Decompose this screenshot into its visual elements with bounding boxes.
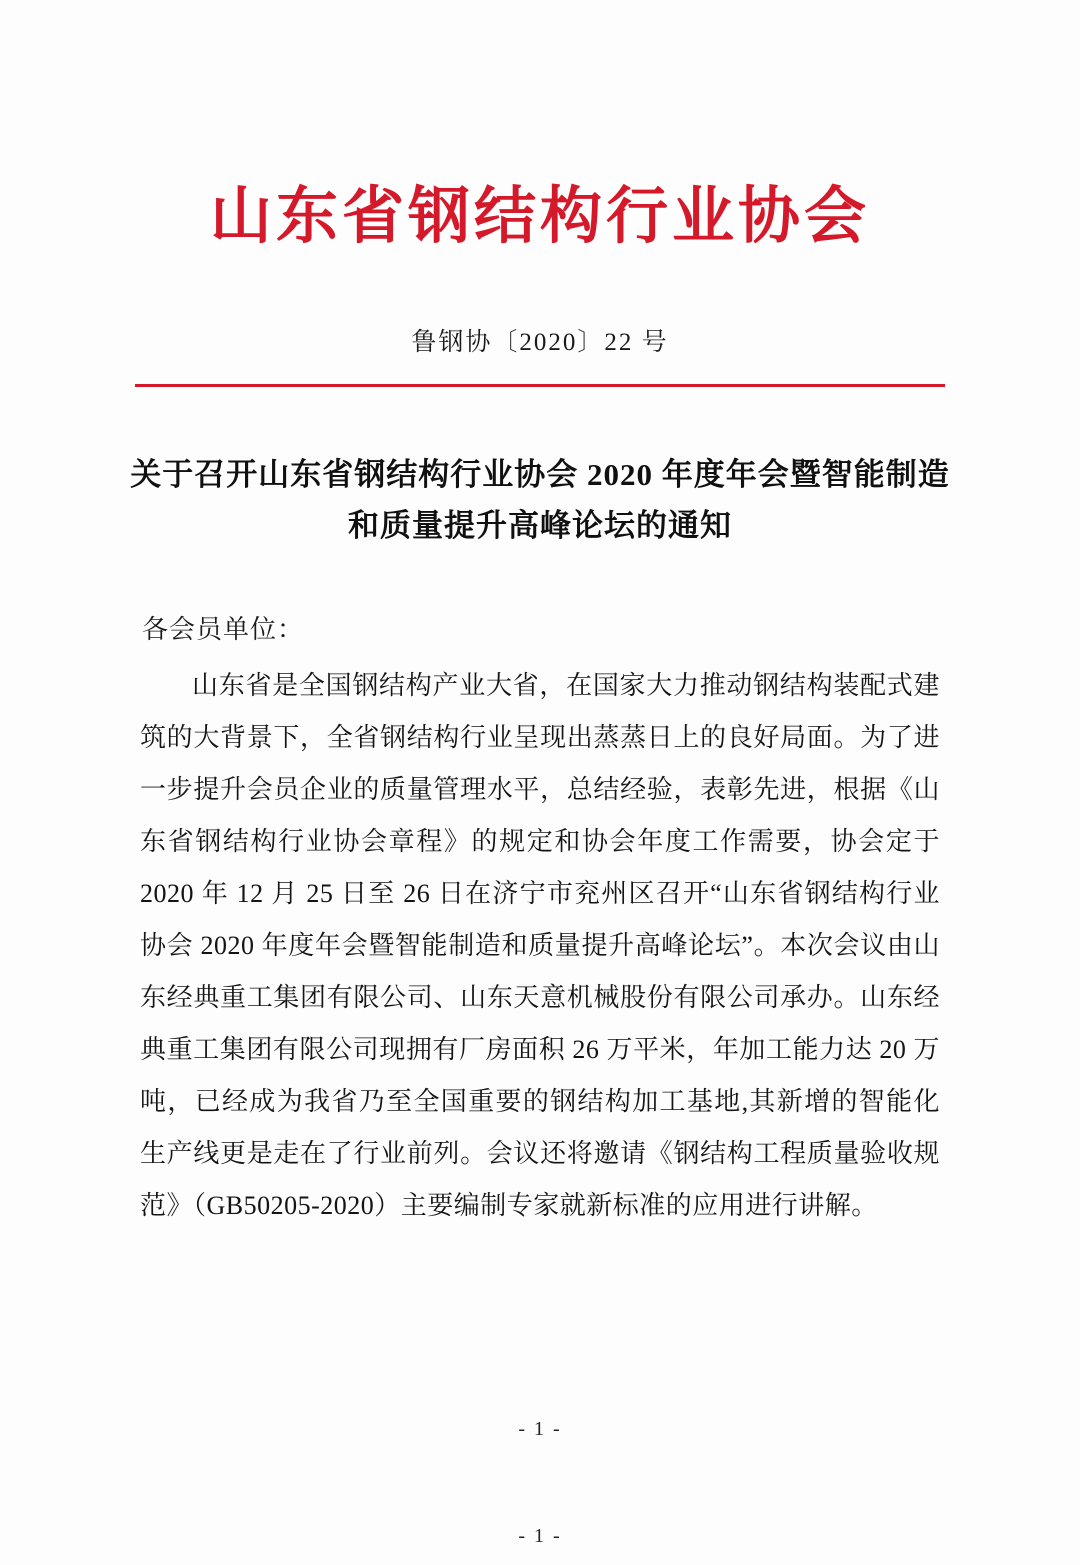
page-number-inner: - 1 - bbox=[518, 1418, 562, 1440]
document-number: 鲁钢协〔2020〕22 号 bbox=[411, 329, 669, 357]
salutation: 各会员单位： bbox=[142, 615, 305, 645]
document-header bbox=[0, 0, 1080, 250]
body-paragraph: 山东省是全国钢结构产业大省，在国家大力推动钢结构装配式建筑的大背景下，全省钢结构行业呈现出蒸蒸日上的良好局面。为了进一步提升会员企业的质量管理水平，总结经验，表彰先进，根据《山东省钢结构行业协会章程》的规定和协会年度工作需要，协会定于 2020 年 12 月 25 日至 26 日在济宁市兖州区召开“山东省钢结构行业协会 2020 年度年会暨智能制造和质量提升高峰论坛”。本次会议由山东经典重工集团有限公司、山东天意机械股份有限公司承办。山东经典重工集团有限公司现拥有厂房面积 26 万平米，年加工能力达 20 万吨，已经成为我省乃至全国重要的钢结构加工基地,其新增的智能化生产线更是走在了行业前列。会议还将邀请《钢结构工程质量验收规范》（GB50205-2020）主要编制专家就新标准的应用进行讲解。 bbox=[140, 671, 940, 1221]
organization-title: 山东省钢结构行业协会 bbox=[209, 179, 870, 252]
page-number-outer: - 1 - bbox=[518, 1525, 562, 1547]
red-divider-rule bbox=[135, 384, 945, 387]
document-title: 关于召开山东省钢结构行业协会 2020 年度年会暨智能制造和质量提升高峰论坛的通知 bbox=[130, 457, 950, 544]
